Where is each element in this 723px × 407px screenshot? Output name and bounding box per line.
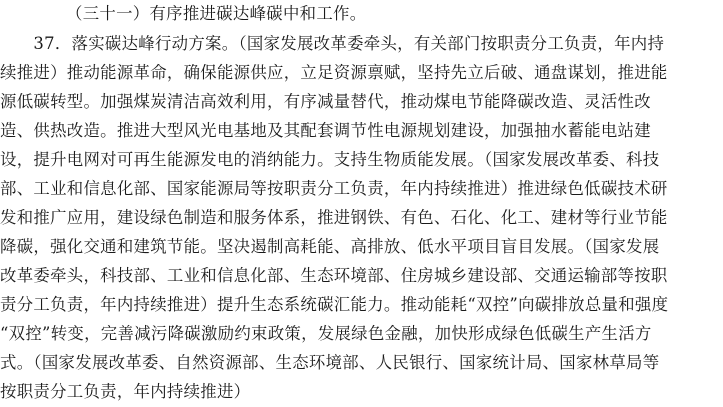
paragraph-line: 发和推广应用，建设绿色制造和服务体系，推进钢铁、有色、石化、化工、建材等行业节能 [0,208,668,227]
paragraph-line: 降碳，强化交通和建筑节能。坚决遏制高耗能、高排放、低水平项目盲目发展。（国家发展 [0,237,660,256]
paragraph-line: 改革委牵头，科技部、工业和信息化部、生态环境部、住房城乡建设部、交通运输部等按职 [0,266,668,285]
paragraph-line: 按职责分工负责，年内持续推进） [0,382,251,401]
paragraph-line: 式。（国家发展改革委、自然资源部、生态环境部、人民银行、国家统计局、国家林草局等 [0,353,660,372]
paragraph-line: 37．落实碳达峰行动方案。（国家发展改革委牵头，有关部门按职责分工负责，年内持 [0,34,665,53]
paragraph-line: 部、工业和信息化部、国家能源局等按职责分工负责，年内持续推进）推进绿色低碳技术研 [0,179,668,198]
paragraph-line: 源低碳转型。加强煤炭清洁高效利用，有序减量替代，推动煤电节能降碳改造、灵活性改 [0,92,651,111]
paragraph-line: 造、供热改造。推进大型风光电基地及其配套调节性电源规划建设，加强抽水蓄能电站建 [0,121,651,140]
paragraph-line: 责分工负责，年内持续推进）提升生态系统碳汇能力。推动能耗“双控”向碳排放总量和强度 [0,295,669,314]
paragraph-line: 设，提升电网对可再生能源发电的消纳能力。支持生物质能发展。（国家发展改革委、科技 [0,150,660,169]
section-heading: （三十一）有序推进碳达峰碳中和工作。 [66,4,367,23]
paragraph-line: “双控”转变，完善减污降碳激励约束政策，发展绿色金融，加快形成绿色低碳生产生活方 [0,324,652,343]
paragraph-line: 续推进）推动能源革命，确保能源供应，立足资源禀赋，坚持先立后破、通盘谋划，推进能 [0,63,668,82]
